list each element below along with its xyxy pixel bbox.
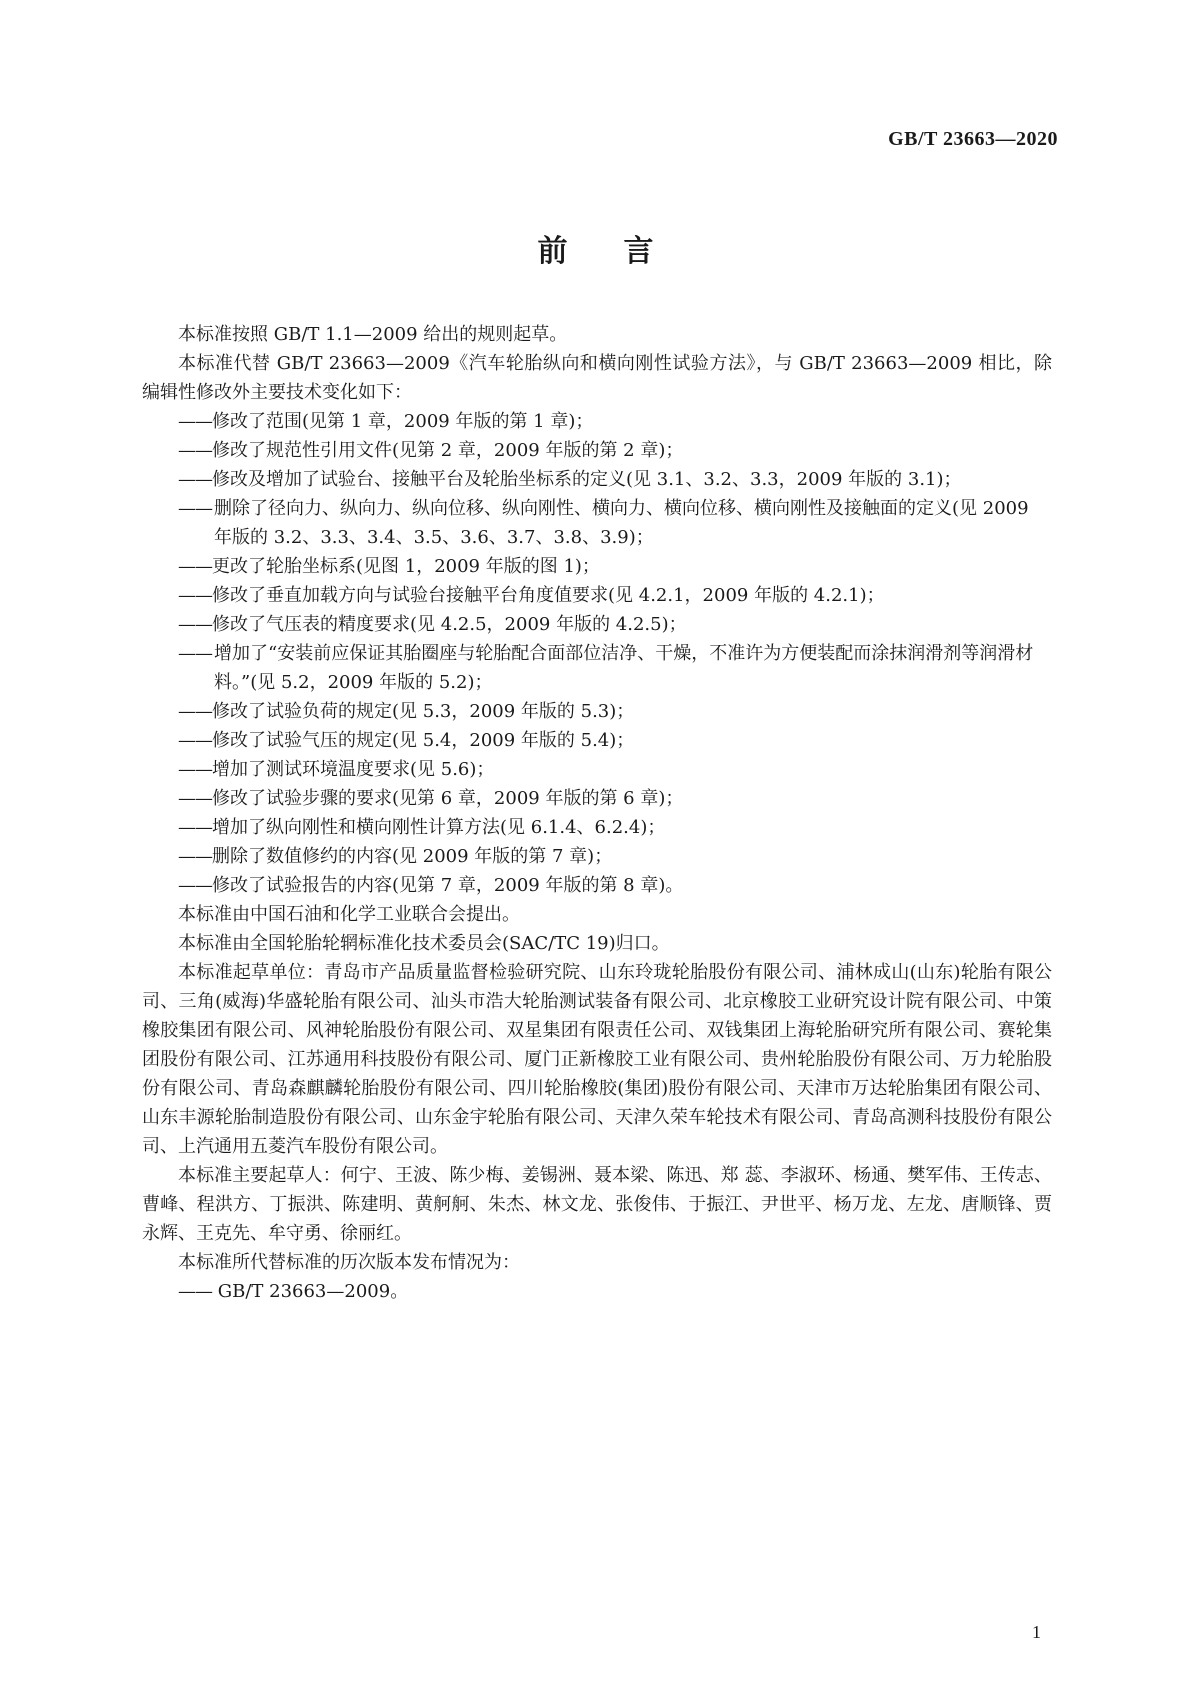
list-item: ——修改了垂直加载方向与试验台接触平台角度值要求(见 4.2.1，2009 年版的 4.2.1)；: [178, 585, 885, 606]
paragraph-drafting-rules: 本标准按照 GB/T 1.1—2009 给出的规则起草。: [178, 324, 568, 345]
changes-list: [142, 407, 1052, 900]
list-item: ——增加了纵向刚性和横向刚性计算方法(见 6.1.4、6.2.4)；: [178, 817, 666, 838]
list-item: —— 增加了“安装前应保证其胎圈座与轮胎配合面部位洁净、干燥，不准许为方便装配而涂抹润滑剂等润滑材料。”(见 5.2，2009 年版的 5.2)；: [178, 643, 1034, 693]
list-item: ——删除了数值修约的内容(见 2009 年版的第 7 章)；: [178, 846, 613, 867]
list-item: ——修改了试验步骤的要求(见第 6 章，2009 年版的第 6 章)；: [178, 788, 684, 809]
list-item: ——修改了规范性引用文件(见第 2 章，2009 年版的第 2 章)；: [178, 440, 684, 461]
list-item: —— 删除了径向力、纵向力、纵向位移、纵向刚性、横向力、横向位移、横向刚性及接触面的定义(见 2009 年版的 3.2、3.3、3.4、3.5、3.6、3.7、3.8、3.9)；: [178, 498, 1029, 548]
page-number: 1: [1032, 1622, 1041, 1642]
list-item: ——修改及增加了试验台、接触平台及轮胎坐标系的定义(见 3.1、3.2、3.3，2009 年版的 3.1)；: [178, 469, 962, 490]
paragraph-technical-committee: 本标准由全国轮胎轮辋标准化技术委员会(SAC/TC 19)归口。: [178, 933, 670, 954]
list-item: ——修改了气压表的精度要求(见 4.2.5，2009 年版的 4.2.5)；: [178, 614, 687, 635]
list-item: —— GB/T 23663—2009。: [178, 1281, 409, 1302]
list-item: ——修改了试验负荷的规定(见 5.3，2009 年版的 5.3)；: [178, 701, 635, 722]
paragraph-drafters: 本标准主要起草人：何宁、王波、陈少梅、姜锡洲、聂本梁、陈迅、郑 蕊、李淑环、杨通、樊军伟、王传志、曹峰、程洪方、丁振洪、陈建明、黄舸舸、朱杰、林文龙、张俊伟、于振江、尹世平、杨万龙、左龙、唐顺锋、贾永辉、王克先、牟守勇、徐丽红。: [142, 1165, 1052, 1244]
paragraph-drafting-units: 本标准起草单位：青岛市产品质量监督检验研究院、山东玲珑轮胎股份有限公司、浦林成山(山东)轮胎有限公司、三角(威海)华盛轮胎有限公司、汕头市浩大轮胎测试装备有限公司、北京橡胶工业研究设计院有限公司、中策橡胶集团有限公司、风神轮胎股份有限公司、双星集团有限责任公司、双钱集团上海轮胎研究所有限公司、赛轮集团股份有限公司、江苏通用科技股份有限公司、厦门正新橡胶工业有限公司、贵州轮胎股份有限公司、万力轮胎股份有限公司、青岛森麒麟轮胎股份有限公司、四川轮胎橡胶(集团)股份有限公司、天津市万达轮胎集团有限公司、山东丰源轮胎制造股份有限公司、山东金宇轮胎有限公司、天津久荣车轮技术有限公司、青岛高测科技股份有限公司、上汽通用五菱汽车股份有限公司。: [142, 962, 1052, 1157]
list-item: ——增加了测试环境温度要求(见 5.6)；: [178, 759, 495, 780]
document-code: GB/T 23663—2020: [888, 128, 1058, 150]
foreword-body: [142, 320, 1052, 1306]
paragraph-previous-editions: 本标准所代替标准的历次版本发布情况为：: [178, 1252, 520, 1273]
paragraph-proposed-by: 本标准由中国石油和化学工业联合会提出。: [178, 904, 520, 925]
list-item: ——更改了轮胎坐标系(见图 1，2009 年版的图 1)；: [178, 556, 600, 577]
list-item: ——修改了范围(见第 1 章，2009 年版的第 1 章)；: [178, 411, 594, 432]
paragraph-replacement: 本标准代替 GB/T 23663—2009《汽车轮胎纵向和横向刚性试验方法》，与 GB/T 23663—2009 相比，除编辑性修改外主要技术变化如下：: [142, 353, 1052, 403]
list-item: ——修改了试验报告的内容(见第 7 章，2009 年版的第 8 章)。: [178, 875, 684, 896]
list-item: ——修改了试验气压的规定(见 5.4，2009 年版的 5.4)；: [178, 730, 635, 751]
page-title: 前言: [537, 234, 710, 269]
